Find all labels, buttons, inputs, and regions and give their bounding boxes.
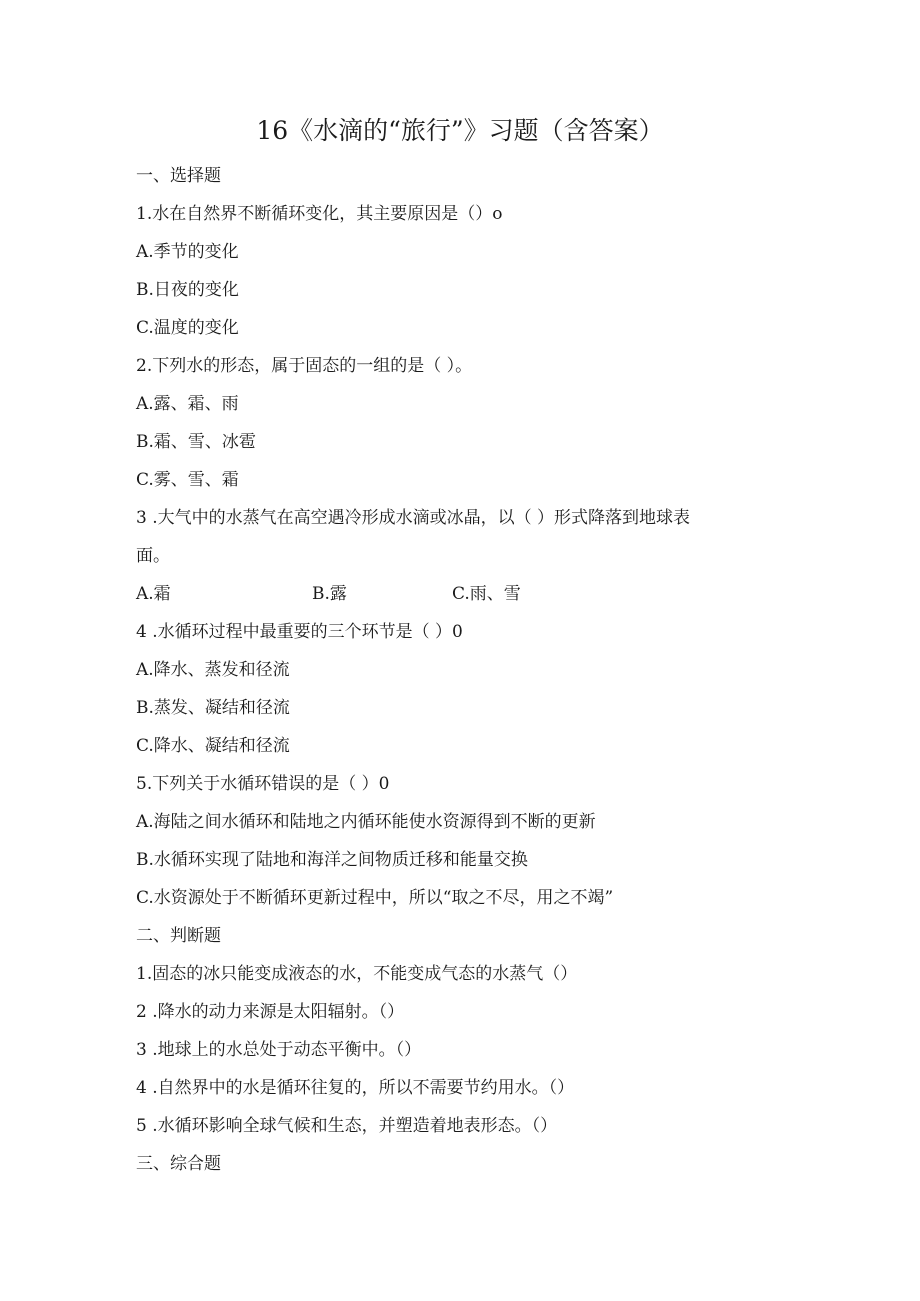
choice-question-2-option-b: B.霜、雪、冰雹 <box>136 432 256 452</box>
choice-question-4-option-a: A.降水、蒸发和径流 <box>136 660 290 680</box>
judge-question-4: 4 .自然界中的水是循环往复的，所以不需要节约用水。（） <box>136 1078 575 1098</box>
choice-question-5-option-a: A.海陆之间水循环和陆地之内循环能使水资源得到不断的更新 <box>136 812 596 832</box>
page-title: 16《水滴的“旅行”》习题（含答案） <box>256 116 664 145</box>
choice-question-5-option-b: B.水循环实现了陆地和海洋之间物质迁移和能量交换 <box>136 850 528 870</box>
section-heading-comprehensive: 三、综合题 <box>136 1154 221 1174</box>
choice-question-2-stem: 2.下列水的形态，属于固态的一组的是（ ）。 <box>136 356 473 376</box>
choice-question-1-option-c: C.温度的变化 <box>136 318 239 338</box>
choice-question-4-option-c: C.降水、凝结和径流 <box>136 736 290 756</box>
choice-question-1-stem: 1.水在自然界不断循环变化，其主要原因是（）o <box>136 204 503 224</box>
choice-question-2-option-c: C.雾、雪、霜 <box>136 470 239 490</box>
judge-question-2: 2 .降水的动力来源是太阳辐射。（） <box>136 1002 405 1022</box>
judge-question-5: 5 .水循环影响全球气候和生态，并塑造着地表形态。（） <box>136 1116 558 1136</box>
judge-question-1: 1.固态的冰只能变成液态的水，不能变成气态的水蒸气（） <box>136 964 578 984</box>
section-heading-judge: 二、判断题 <box>136 926 221 946</box>
choice-question-3-stem-continued: 面。 <box>136 546 170 566</box>
choice-question-5-stem: 5.下列关于水循环错误的是（ ）0 <box>136 774 390 794</box>
choice-question-4-stem: 4 .水循环过程中最重要的三个环节是（ ）0 <box>136 622 463 642</box>
choice-question-1-option-a: A.季节的变化 <box>136 242 239 262</box>
choice-question-2-option-a: A.露、霜、雨 <box>136 394 239 414</box>
choice-question-4-option-b: B.蒸发、凝结和径流 <box>136 698 290 718</box>
choice-question-3-option-b: B.露 <box>312 584 347 604</box>
section-heading-choice: 一、选择题 <box>136 166 221 186</box>
choice-question-3-stem: 3 .大气中的水蒸气在高空遇冷形成水滴或冰晶，以（ ）形式降落到地球表 <box>136 508 691 528</box>
choice-question-1-option-b: B.日夜的变化 <box>136 280 239 300</box>
choice-question-3-option-a: A.霜 <box>136 584 171 604</box>
judge-question-3: 3 .地球上的水总处于动态平衡中。（） <box>136 1040 422 1060</box>
choice-question-3-options <box>136 582 696 606</box>
choice-question-3-option-c: C.雨、雪 <box>452 584 521 604</box>
choice-question-5-option-c: C.水资源处于不断循环更新过程中，所以“取之不尽，用之不竭” <box>136 888 614 908</box>
